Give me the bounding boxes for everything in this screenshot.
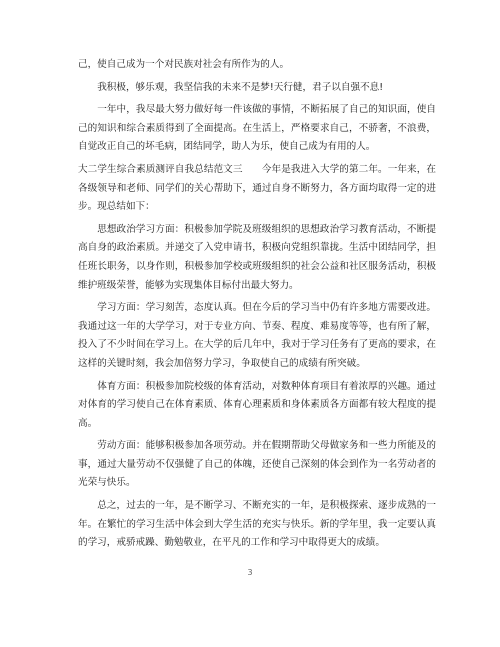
paragraph-3: 一年中，我尽最大努力做好每一件该做的事情，不断拓展了自己的知识面，使自己的知识和综合素质得到了全面提高。在生活上，严格要求自己，不骄奢，不浪费，自觉改正自己的坏毛病，团结同学，助人为乐，使自己成为有用的人。	[78, 104, 436, 153]
paragraph-labor: 劳动方面：能够积极参加各项劳动。并在假期帮助父母做家务和一些力所能及的事，通过大量劳动不仅强健了自己的体魄，还使自己深刻的体会到作为一名劳动者的光荣与快乐。	[78, 440, 436, 489]
document-body	[78, 56, 436, 557]
paragraph-sports: 体育方面：积极参加院校级的体育活动，对数种体育项目有着浓厚的兴趣。通过对体育的学习使自己在体育素质、体育心理素质和身体素质各方面都有较大程度的提高。	[78, 380, 436, 429]
paragraph-summary: 总之，过去的一年，是不断学习、不断充实的一年，是积极探索、逐步成熟的一年。在繁忙的学习生活中体会到大学生活的充实与快乐。新的学年里，我一定要认真的学习，戒骄戒躁、勤勉敬业，在平凡的工作和学习中取得更大的成绩。	[78, 500, 436, 549]
paragraph-1: 己，使自己成为一个对民族对社会有所作为的人。	[78, 59, 290, 70]
paragraph-2: 我积极，够乐观，我坚信我的未来不是梦!天行健，君子以自强不息!	[97, 81, 384, 93]
paragraph-politics: 思想政治学习方面：积极参加学院及班级组织的思想政治学习教育活动，不断提高自身的政治素质。并递交了入党申请书，积极向党组织靠拢。生活中团结同学，担任班长职务，以身作则，积极参加学校或班级组织的社会公益和社区服务活动，积极维护班级荣誉，能够为实现集体目标付出最大努力。	[78, 223, 436, 291]
paragraph-study: 学习方面：学习刻苦，态度认真。但在今后的学习当中仍有许多地方需要改进。我通过这一年的大学学习，对于专业方向、节奏、程度、难易度等等，也有所了解，投入了不少时间在学习上。在大学的后几年中，我对于学习任务有了更高的要求，在这样的关键时刻，我会加倍努力学习，争取使自己的成绩有所突破。	[78, 302, 436, 369]
section-heading-paragraph: 大二学生综合素质测评自我总结范文三 今年是我进入大学的第二年。一年来，在各级领导和老师、同学们的关心帮助下，通过自身不断努力，各方面均取得一定的进步。现总结如下：	[78, 163, 436, 213]
page-number: 3	[247, 568, 253, 577]
